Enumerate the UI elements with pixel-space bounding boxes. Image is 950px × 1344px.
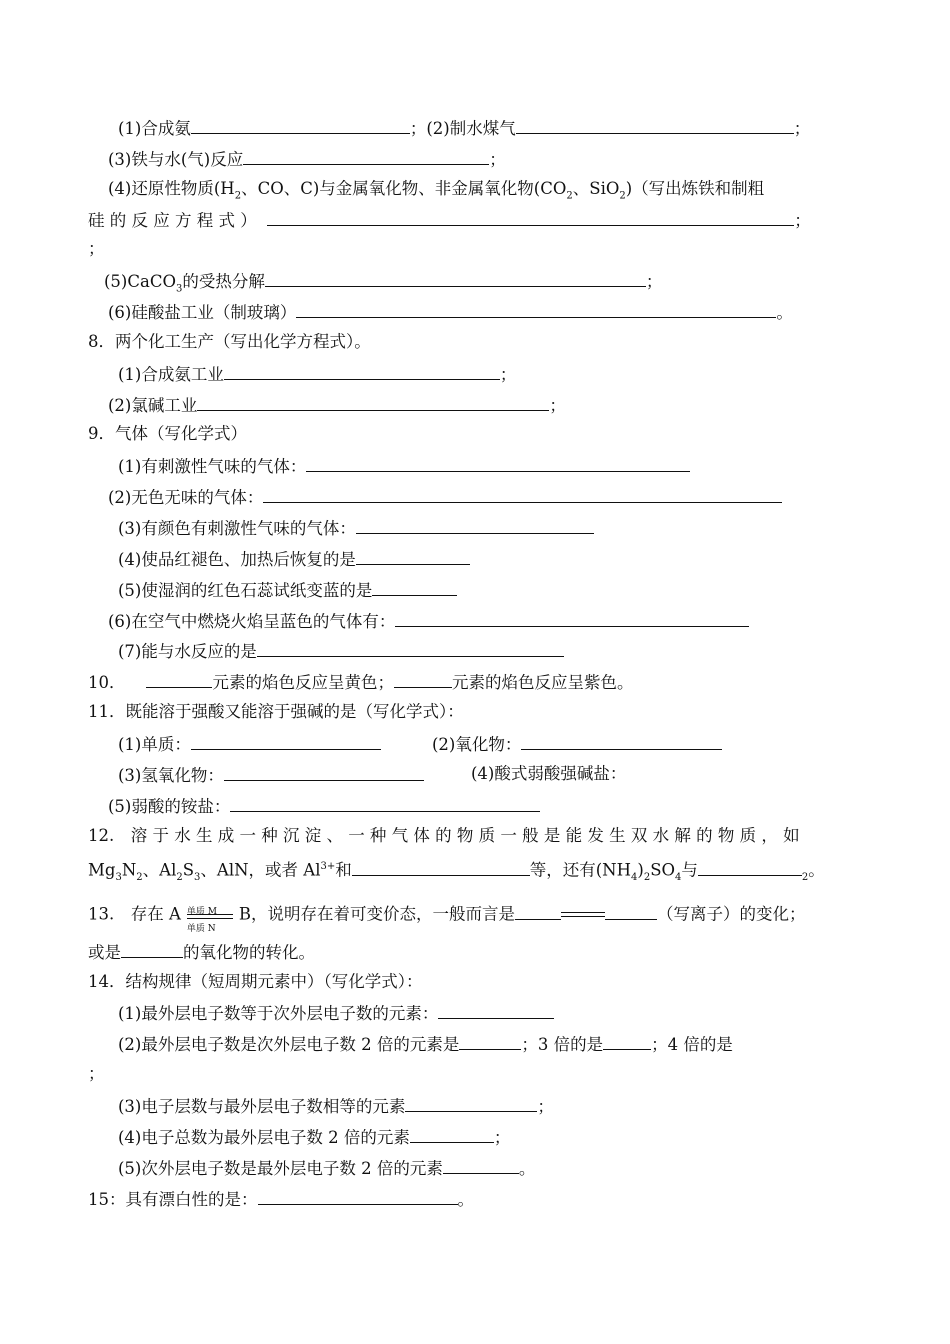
answer-blank[interactable] xyxy=(191,732,381,750)
q14-item1: (1)最外层电子数等于次外层电子数的元素： xyxy=(118,1001,554,1025)
q9-item6: (6)在空气中燃烧火焰呈蓝色的气体有： xyxy=(108,609,749,633)
answer-blank[interactable] xyxy=(438,1001,554,1019)
answer-blank[interactable] xyxy=(356,516,594,534)
q11-title: 11．既能溶于强酸又能溶于强碱的是（写化学式）： xyxy=(88,702,464,721)
q7-line5: (5)CaCO$_3$的受热分解 ； xyxy=(104,269,662,300)
q7-line6: (6)硅酸盐工业（制玻璃） 。 xyxy=(108,300,793,324)
answer-blank[interactable] xyxy=(356,547,470,565)
q9-item3: (3)有颜色有刺激性气味的气体： xyxy=(118,516,594,540)
answer-blank[interactable] xyxy=(521,732,722,750)
answer-blank[interactable] xyxy=(698,858,802,876)
answer-blank[interactable] xyxy=(306,454,690,472)
answer-blank[interactable] xyxy=(230,794,540,812)
q12-line2: $Mg_3N_2$、$Al_2S_3$、AlN，或者 $Al^{3+}$和 等，还有$(NH_4)_2SO_4$与 $_2$。 xyxy=(88,856,825,889)
q11-item4: (4)酸式弱酸强碱盐： xyxy=(471,764,627,783)
q12-line1: 12. 溶 于 水 生 成 一 种 沉 淀 、 一 种 气 体 的 物 质 一 般 是 能 发 生 双 水 解 的 物 质 ， 如 xyxy=(88,826,800,845)
q11-item5: (5)弱酸的铵盐： xyxy=(108,794,540,818)
answer-blank[interactable] xyxy=(395,609,749,627)
q9-item7: (7)能与水反应的是 xyxy=(118,639,564,663)
q7-line3: (3)铁与水(气)反应 ； xyxy=(108,147,506,171)
q13-line2: 或是 的氧化物的转化。 xyxy=(88,940,315,964)
equilibrium-arrow-icon xyxy=(561,910,605,920)
q7-line4: (4)还原性物质($H_2$、CO、C)与金属氧化物、非金属氧化物($CO_2$、SiO$_2$)（写出炼铁和制粗 xyxy=(108,179,765,202)
answer-blank[interactable] xyxy=(394,670,452,688)
answer-blank[interactable] xyxy=(243,147,489,165)
answer-blank[interactable] xyxy=(410,1125,494,1143)
q14-item3: (3)电子层数与最外层电子数相等的元素 ； xyxy=(118,1094,554,1118)
answer-blank[interactable] xyxy=(258,1187,458,1205)
q8-item2: (2)氯碱工业 ； xyxy=(108,393,566,417)
q13-line1: 13. 存在 A 单质 M 单质 N B，说明存在着可变价态，一般而言是 （写离子）的变化； xyxy=(88,901,806,929)
answer-blank[interactable] xyxy=(267,208,794,226)
q7-2-label: ；(2)制水煤气 xyxy=(409,119,516,138)
q9-item2: (2)无色无味的气体： xyxy=(108,485,782,509)
q9-item5: (5)使湿润的红色石蕊试纸变蓝的是 xyxy=(118,578,457,602)
q8-item1: (1)合成氨工业 ； xyxy=(118,362,516,386)
q14-item5: (5)次外层电子数是最外层电子数 2 倍的元素 。 xyxy=(118,1156,535,1180)
q14-title: 14．结构规律（短周期元素中）（写化学式）： xyxy=(88,972,423,991)
reversible-arrow-icon: 单质 M 单质 N xyxy=(185,901,235,929)
answer-blank[interactable] xyxy=(257,639,564,657)
answer-blank[interactable] xyxy=(224,362,500,380)
answer-blank[interactable] xyxy=(603,1032,651,1050)
q9-item1: (1)有刺激性气味的气体： xyxy=(118,454,690,478)
q11-item1: (1)单质： xyxy=(118,732,381,756)
answer-blank[interactable] xyxy=(296,300,776,318)
q14-item2: (2)最外层电子数是次外层电子数 2 倍的元素是 ；3 倍的是 ；4 倍的是 xyxy=(118,1032,733,1056)
q10: 10． 元素的焰色反应呈黄色； 元素的焰色反应呈紫色。 xyxy=(88,670,633,694)
answer-blank[interactable] xyxy=(191,116,410,134)
q11-item2: (2)氧化物： xyxy=(432,732,722,756)
q8-title: 8．两个化工生产（写出化学方程式）。 xyxy=(88,332,371,351)
answer-blank[interactable] xyxy=(605,902,657,920)
q11-item3: (3)氢氧化物： xyxy=(118,763,424,787)
answer-blank[interactable] xyxy=(443,1156,519,1174)
answer-blank[interactable] xyxy=(352,858,530,876)
q7-line4b: 硅 的 反 应 方 程 式 ） ； xyxy=(88,208,811,232)
answer-blank[interactable] xyxy=(516,116,794,134)
answer-blank[interactable] xyxy=(372,578,457,596)
answer-blank[interactable] xyxy=(515,902,561,920)
answer-blank[interactable] xyxy=(459,1032,521,1050)
answer-blank[interactable] xyxy=(121,940,183,958)
q7-line1: (1)合成氨 ；(2)制水煤气 ； xyxy=(118,116,810,140)
q7-semi: ； xyxy=(88,239,105,258)
q9-item4: (4)使品红褪色、加热后恢复的是 xyxy=(118,547,470,571)
q14-item4: (4)电子总数为最外层电子数 2 倍的元素 ； xyxy=(118,1125,510,1149)
q15: 15：具有漂白性的是： 。 xyxy=(88,1187,474,1211)
answer-blank[interactable] xyxy=(197,393,549,411)
answer-blank[interactable] xyxy=(265,269,646,287)
answer-blank[interactable] xyxy=(405,1094,537,1112)
q9-title: 9．气体（写化学式） xyxy=(88,424,247,443)
answer-blank[interactable] xyxy=(224,763,424,781)
q7-1-label: (1)合成氨 xyxy=(118,119,191,138)
answer-blank[interactable] xyxy=(146,670,212,688)
q7-3-label: (3)铁与水(气)反应 xyxy=(108,150,244,169)
answer-blank[interactable] xyxy=(263,485,782,503)
q14-semi: ； xyxy=(88,1064,105,1083)
